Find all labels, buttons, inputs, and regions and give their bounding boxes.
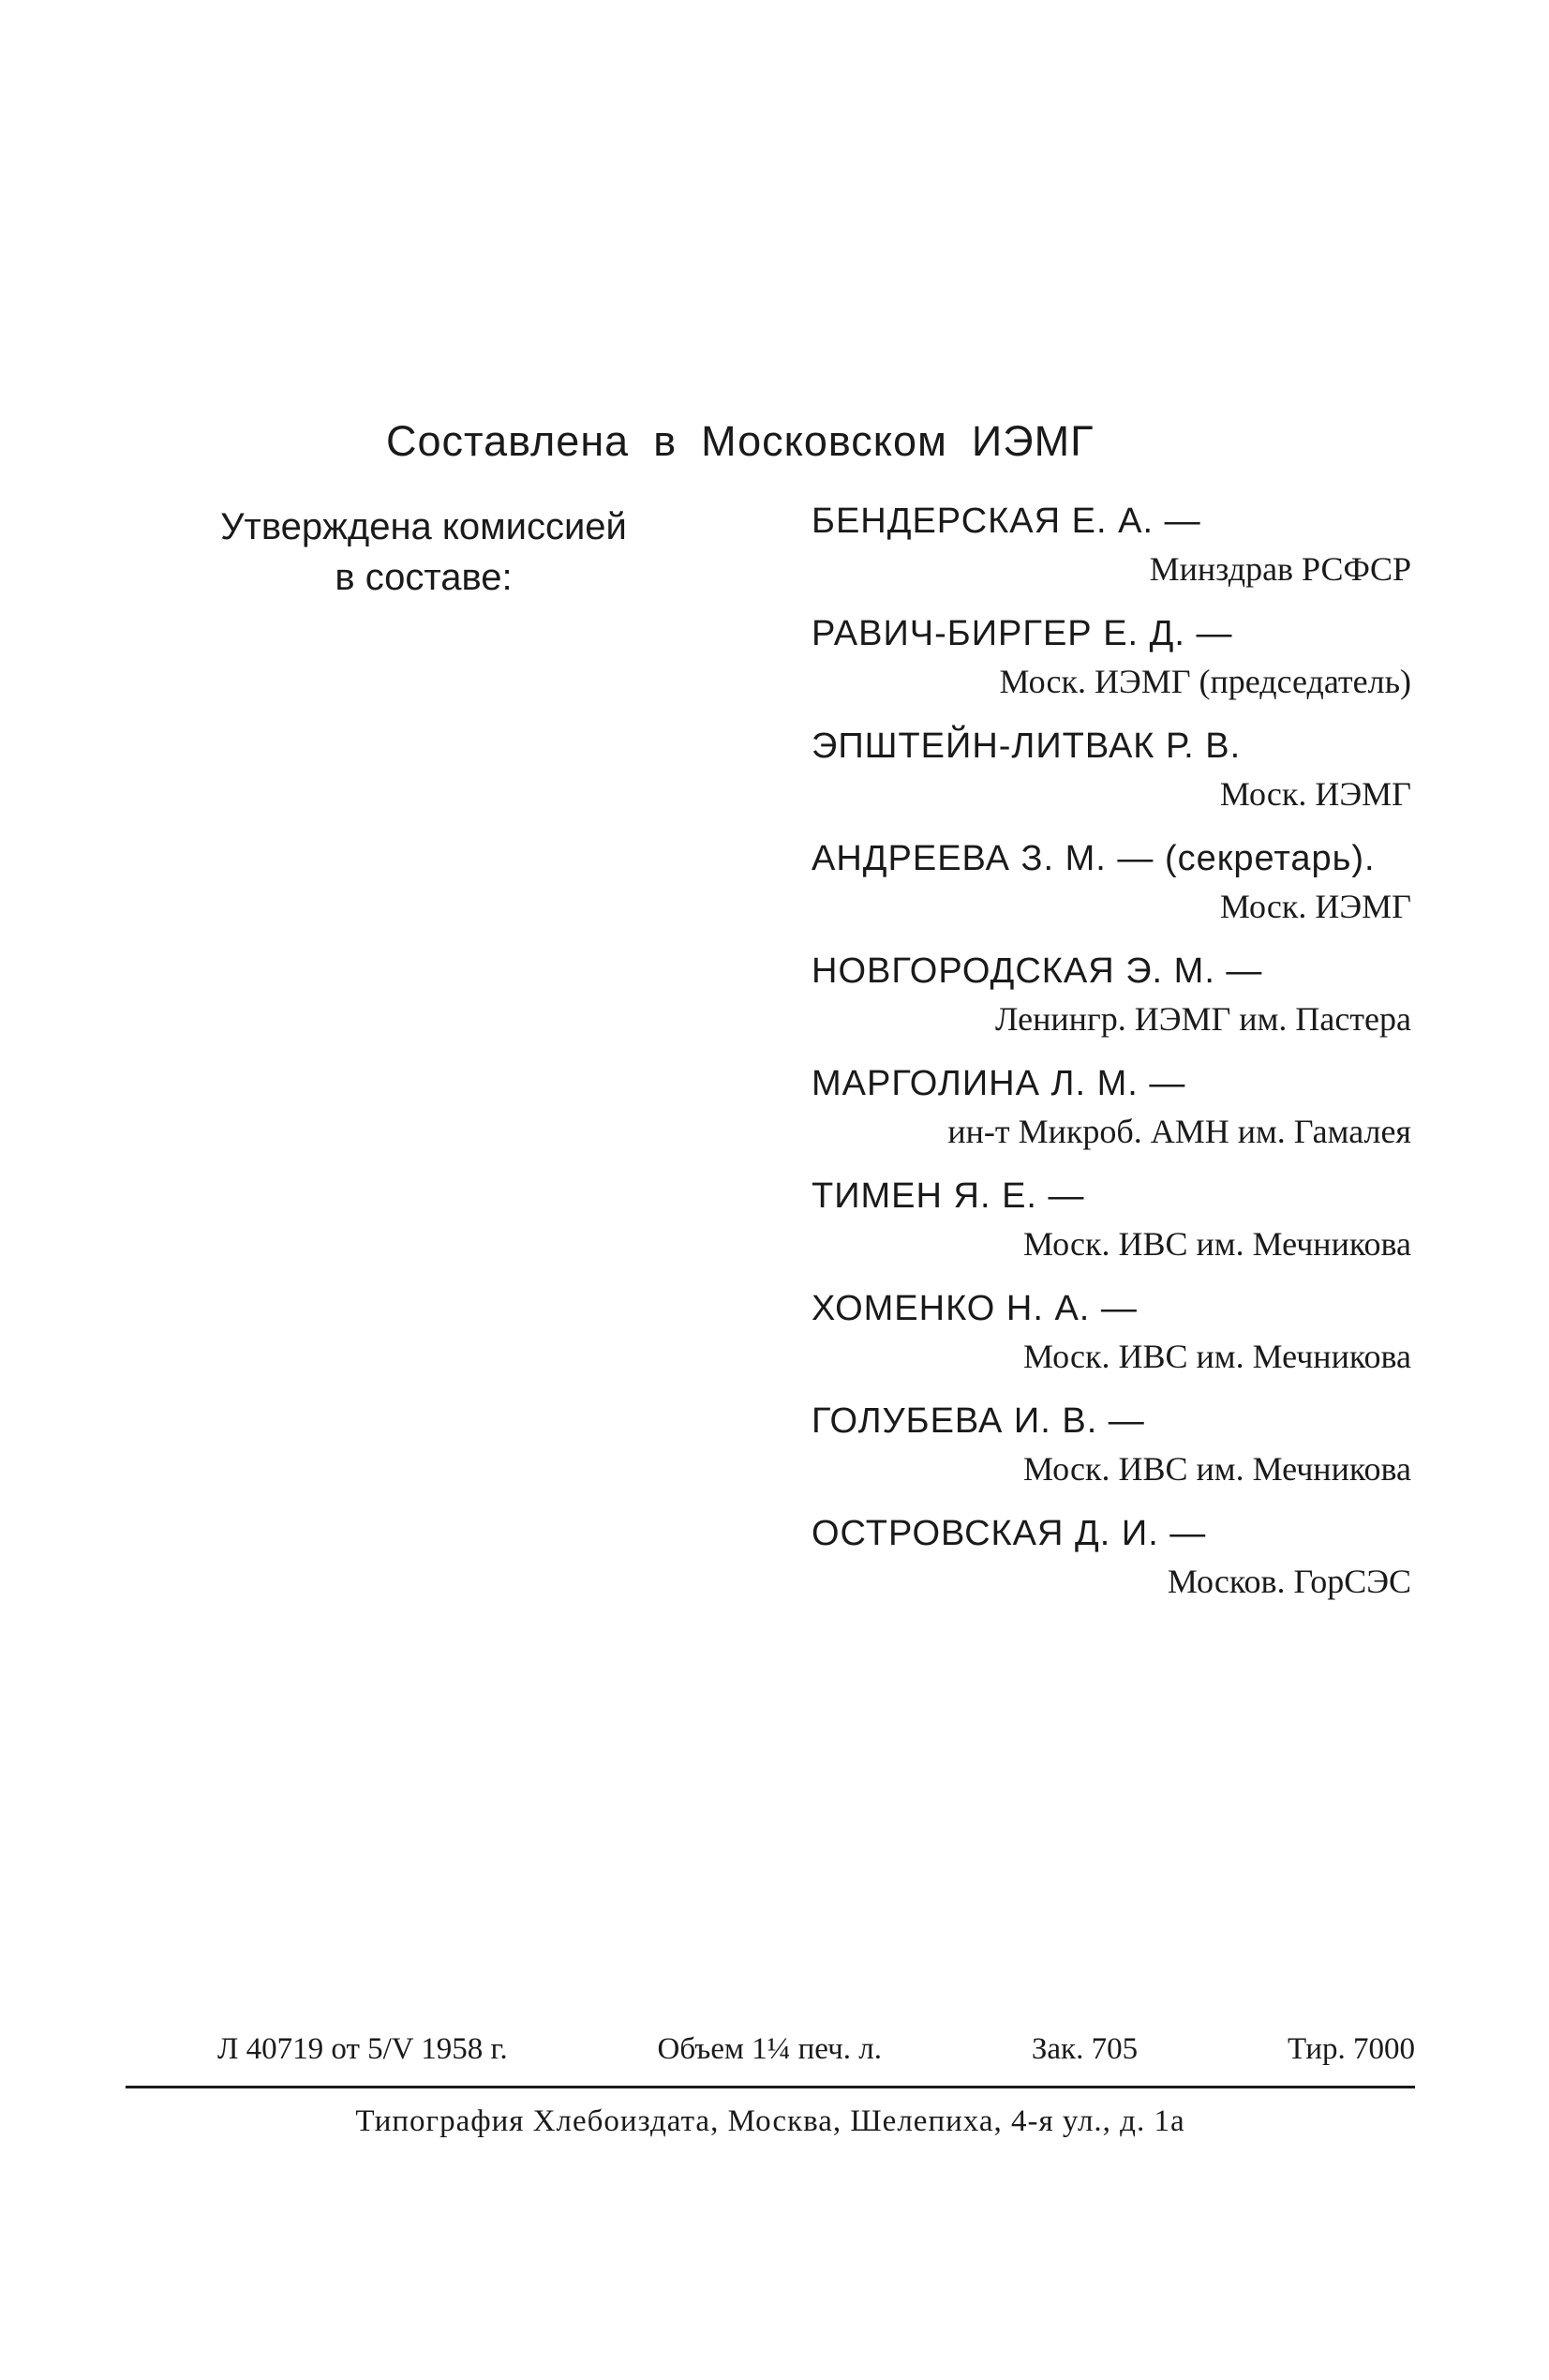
member-entry (812, 1284, 1411, 1380)
member-name: РАВИЧ-БИРГЕР Е. Д. — (812, 614, 1233, 653)
commission-members-list (812, 497, 1411, 1622)
member-organization: Моск. ИЭМГ (председатель) (999, 663, 1411, 700)
member-organization: Москов. ГорСЭС (1167, 1563, 1411, 1600)
member-organization: Моск. ИЭМГ (1219, 888, 1411, 925)
member-name: АНДРЕЕВА З. М. — (секретарь). (812, 839, 1376, 878)
member-name: ХОМЕНКО Н. А. — (812, 1289, 1138, 1328)
printer-address: Типография Хлебоиздата, Москва, Шелепиха, 4-я ул., д. 1а (355, 2104, 1185, 2138)
member-entry (812, 722, 1411, 817)
order-number: Зак. 705 (1031, 2032, 1139, 2066)
member-entry (812, 1509, 1411, 1605)
member-entry (812, 609, 1411, 705)
member-organization: Моск. ИЭМГ (1219, 775, 1411, 813)
member-organization: Моск. ИВС им. Мечникова (1023, 1225, 1411, 1263)
member-name: БЕНДЕРСКАЯ Е. А. — (812, 501, 1201, 541)
member-organization: Минздрав РСФСР (1149, 550, 1411, 588)
heading-word: ИЭМГ (971, 417, 1095, 465)
member-name: ГОЛУБЕВА И. В. — (812, 1401, 1145, 1441)
heading-word: Составлена (386, 417, 630, 465)
license-number: Л 40719 от 5/V 1958 г. (217, 2032, 508, 2066)
print-run: Тир. 7000 (1287, 2032, 1415, 2066)
member-entry (812, 497, 1411, 592)
compiled-at-heading (386, 417, 1118, 466)
member-organization: Моск. ИВС им. Мечникова (1023, 1450, 1411, 1488)
member-organization: Ленингр. ИЭМГ им. Пастера (995, 1000, 1411, 1038)
imprint-divider (126, 2086, 1415, 2088)
member-name: МАРГОЛИНА Л. М. — (812, 1064, 1186, 1103)
member-organization: Моск. ИВС им. Мечникова (1023, 1338, 1411, 1375)
member-entry (812, 834, 1411, 930)
member-name: ЭПШТЕЙН-ЛИТВАК Р. В. (812, 726, 1242, 766)
approved-line: Утверждена комиссией (220, 506, 627, 547)
approved-by-label (199, 501, 648, 603)
member-entry (812, 1059, 1411, 1155)
member-name: ОСТРОВСКАЯ Д. И. — (812, 1514, 1207, 1553)
member-entry (812, 1172, 1411, 1267)
member-organization: ин-т Микроб. АМН им. Гамалея (947, 1113, 1411, 1150)
member-entry (812, 1397, 1411, 1492)
imprint-line (217, 2032, 1415, 2067)
print-volume: Объем 1¼ печ. л. (657, 2032, 882, 2066)
member-name: НОВГОРОДСКАЯ Э. М. — (812, 951, 1263, 991)
member-name: ТИМЕН Я. Е. — (812, 1176, 1085, 1216)
approved-line: в составе: (335, 557, 513, 598)
heading-word: Московском (701, 417, 947, 465)
member-entry (812, 947, 1411, 1042)
heading-word: в (653, 417, 678, 465)
